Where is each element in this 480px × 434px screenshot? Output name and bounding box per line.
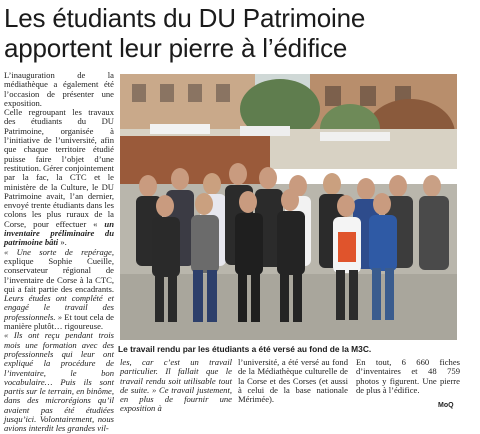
article-column-left [4,70,115,434]
article-column-bottom-1 [120,358,232,412]
p2-text: Celle regroupant les travaux des étudiants du DU Patrimoine, organisée à l’initiative de l’université, afin que chaque territoire étudié puisse faire l’objet d’une restitution. Gérer conjointement par la fac, la CTC et le ministère de la Culture, le DU Patrimoine avait, l’an dernier, envoyé trente étudiants dans les colons les plus ruraux de la Corse, pour effectuer « [4,107,115,229]
p3-end: Et tout cela de manière plutôt… rigoureuse. [4,311,114,332]
paragraph-formation: « Ils ont reçu pendant trois mois une formation avec des professionnels qui leur ont expliqué la procédure de l’inventaire, le bon vocabulaire… Puis ils sont partis sur le terrain, en binôme, dans des microrégions qu’il avaient pas été étudiées jusqu’ici. Volontairement, nous avions interdit les grandes vil- [4,330,114,434]
p2-end: ». [60,237,67,248]
photo-caption: Le travail rendu par les étudiants a été versé au fond de la M3C. [118,344,372,354]
col-b1-text: les, car c’est un travail particulier. Il fallait que le travail rendu soit utilisable tout de suite. » Ce travail justement, en plus de fournir une exposition à [120,357,232,414]
p3-quote: « Une sorte de repérage, [4,246,114,257]
col-b2-text: l’université, a été versé au fond de la Médiathèque culturelle de la Corse et des Corses (et aussi à celui de la base nationale Mérimée). [238,357,348,405]
author-credit: MoQ [438,402,454,409]
article-headline [4,3,478,63]
p3-rest: explique Sophie Cueille, conservateur régional de l’inventaire de Corse à la CTC, qui a fait partie des encadrants. [4,255,114,294]
article-column-bottom-2 [238,358,348,412]
group-photo [120,74,457,340]
paragraph-du-patrimoine [4,108,114,247]
headline-line-1: Les étudiants du DU Patrimoine [4,3,366,33]
p2-bold-quote: un inventaire préliminaire du patrimoine bâti [4,218,114,248]
headline-line-2: apportent leur pierre à l’édifice [4,33,348,63]
paragraph-intro: L’inauguration de la médiathèque a également été l’occasion de présenter une exposition. [4,70,114,108]
paragraph-quote-cueille [4,248,114,332]
col-b3-text: En tout, 6 660 fiches d’inventaires et 48 759 photos y figurent. Une pierre de plus à l’édifice. [356,357,460,395]
p3-quote2: Leurs études ont complété et engagé le travail des professionnels. » [4,293,114,322]
